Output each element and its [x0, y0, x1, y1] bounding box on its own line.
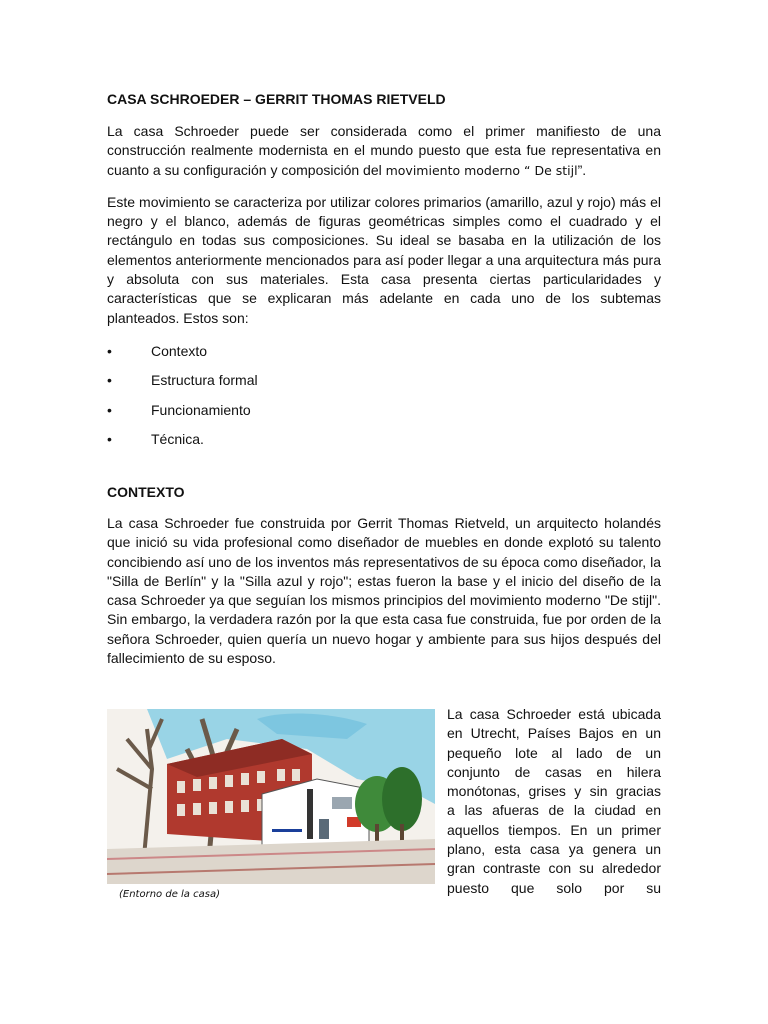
bullet-icon: • [107, 431, 112, 448]
list-item [107, 371, 661, 401]
list-item [107, 401, 661, 431]
side-line: pequeño lote al lado de un [447, 744, 661, 761]
side-line: La casa Schroeder está ubicada [447, 706, 661, 722]
list-item-label: Técnica. [151, 431, 204, 448]
subtopics-list [107, 342, 661, 460]
list-item-label: Contexto [151, 342, 208, 359]
movement-paragraph: Este movimiento se caracteriza por utilizar colores primarios (amarillo, azul y rojo) más el negro y el blanco, además de figuras geométricas simples como el cuadrado y el rectángulo en todas sus composiciones. Su ideal se basaba en la utilización de los elementos anteriormente mencionados para así poder llegar a una arquitectura más pura y absoluta con sus materiales. Esta casa presenta ciertas particularidades y características que se explicaran más adelante en cada uno de los subtemas planteados. Estos son: [107, 193, 661, 326]
contexto-paragraph: La casa Schroeder fue construida por Gerrit Thomas Rietveld, un arquitecto holandés que inició su vida profesional como diseñador de muebles en donde explotó su talento concibiendo así uno de los inventos más representativos de su época como diseñador, la "Silla de Berlín" y la "Silla azul y rojo"; estas fueron la base y el inicio del diseño de la casa Schroeder ya que seguían los mismos principios del movimiento moderno "De stijl". Sin embargo, la verdadera razón por la que esta casa fue construida, fue por orden de la señora Schroeder, quien quería un nuevo hogar y ambiente para sus hijos después del fallecimiento de su esposo. [107, 514, 661, 667]
side-line: conjunto de casas en hilera [447, 763, 661, 780]
bullet-icon: • [107, 401, 112, 418]
bullet-icon: • [107, 342, 112, 359]
section-heading: CONTEXTO [107, 483, 185, 500]
list-item [107, 342, 661, 372]
side-line: en Utrecht, Países Bajos en un [447, 725, 661, 742]
house-drawing [107, 709, 435, 884]
intro-paragraph [107, 122, 661, 180]
intro-text: La casa Schroeder puede ser considerada como el primer manifiesto de una construcción realmente modernista en el mundo puesto que esta fue representativa en cuanto a su configuración y composición del [107, 123, 661, 178]
document-title: CASA SCHROEDER – GERRIT THOMAS RIETVELD [107, 91, 446, 107]
side-line: aquellos tiempos. En un primer [447, 821, 661, 838]
side-paragraph [447, 705, 661, 898]
side-line: gran contraste con su alrededor [447, 860, 661, 877]
house-drawing-image [107, 709, 435, 884]
list-item-label: Funcionamiento [151, 401, 251, 418]
side-line: monótonas, grises y sin gracias [447, 783, 661, 800]
side-line: puesto que solo por su [447, 879, 661, 896]
intro-text-end: ”. [577, 161, 587, 178]
figure-caption: (Entorno de la casa) [119, 889, 220, 900]
movement-name: movimiento moderno “ De stijl [385, 162, 578, 178]
bullet-icon: • [107, 372, 112, 389]
document-page [107, 90, 661, 668]
list-item [107, 430, 661, 460]
side-line: plano, esta casa ya genera un [447, 841, 661, 858]
side-line: a las afueras de la ciudad en [447, 802, 661, 819]
list-item-label: Estructura formal [151, 372, 258, 389]
